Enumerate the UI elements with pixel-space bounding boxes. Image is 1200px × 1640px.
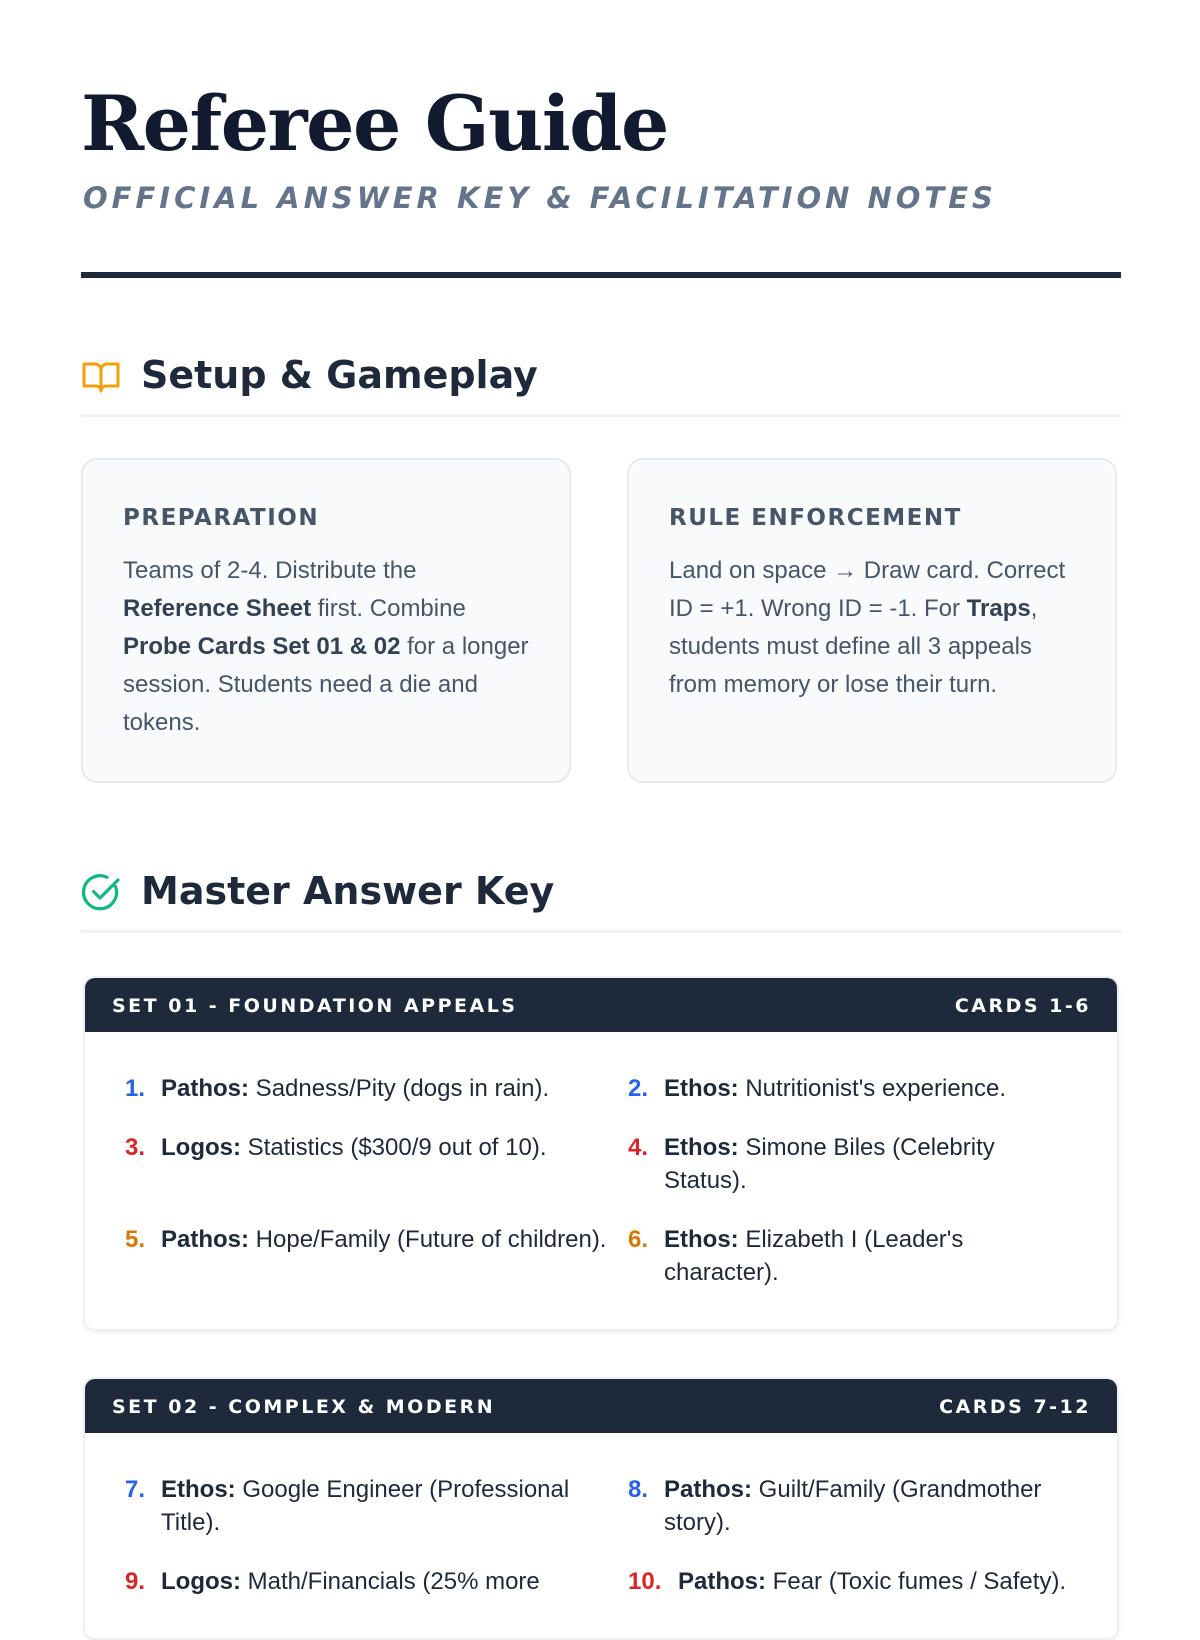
set-02-title: SET 02 - COMPLEX & MODERN [112, 1396, 496, 1418]
answer-item: 4. Ethos: Simone Biles (Celebrity Status). [628, 1134, 995, 1194]
rule-enforcement-text: Land on space → Draw card. Correct ID = +1. Wrong ID = -1. For Traps, students must define all 3 appeals from memory or lose their turn. [669, 557, 1066, 698]
answer-item: 3. Logos: Statistics ($300/9 out of 10). [125, 1134, 547, 1161]
setup-section-title: Setup & Gameplay [141, 353, 538, 397]
set-01-title: SET 01 - FOUNDATION APPEALS [112, 995, 518, 1017]
answer-item: 1. Pathos: Sadness/Pity (dogs in rain). [125, 1075, 550, 1102]
rule-enforcement-title: RULE ENFORCEMENT [669, 505, 962, 531]
answer-key-section-header [81, 866, 1121, 933]
preparation-card [81, 458, 571, 783]
answer-item: 8. Pathos: Guilt/Family (Grandmother story). [628, 1476, 1042, 1536]
check-circle-icon [81, 872, 121, 912]
set-01-answer-list [85, 1032, 1117, 1329]
answer-item: 10. Pathos: Fear (Toxic fumes / Safety). [628, 1568, 1067, 1595]
setup-section-header [81, 350, 1121, 417]
set-01-range: CARDS 1-6 [954, 995, 1091, 1017]
page-subtitle: OFFICIAL ANSWER KEY & FACILITATION NOTES [83, 181, 997, 215]
preparation-text: Teams of 2-4. Distribute the Reference Sheet first. Combine Probe Cards Set 01 & 02 for a longer session. Students need a die and tokens. [123, 557, 529, 736]
answer-item: 7. Ethos: Google Engineer (Professional Title). [125, 1476, 570, 1536]
answer-item: 6. Ethos: Elizabeth I (Leader's character). [628, 1226, 964, 1286]
set-02-answer-list [85, 1433, 1117, 1638]
answer-item: 9. Logos: Math/Financials (25% more [125, 1568, 540, 1595]
answer-key-section-title: Master Answer Key [141, 869, 555, 913]
preparation-title: PREPARATION [123, 505, 320, 531]
set-01-header [85, 978, 1117, 1032]
set-01-panel [83, 976, 1119, 1331]
book-open-icon [81, 356, 121, 396]
answer-item: 5. Pathos: Hope/Family (Future of children). [125, 1226, 607, 1253]
page-title: Referee Guide [81, 79, 668, 168]
set-02-header [85, 1379, 1117, 1433]
answer-item: 2. Ethos: Nutritionist's experience. [628, 1075, 1007, 1102]
title-divider [81, 272, 1121, 278]
set-02-panel [83, 1377, 1119, 1640]
rule-enforcement-card [627, 458, 1117, 783]
set-02-range: CARDS 7-12 [939, 1396, 1091, 1418]
